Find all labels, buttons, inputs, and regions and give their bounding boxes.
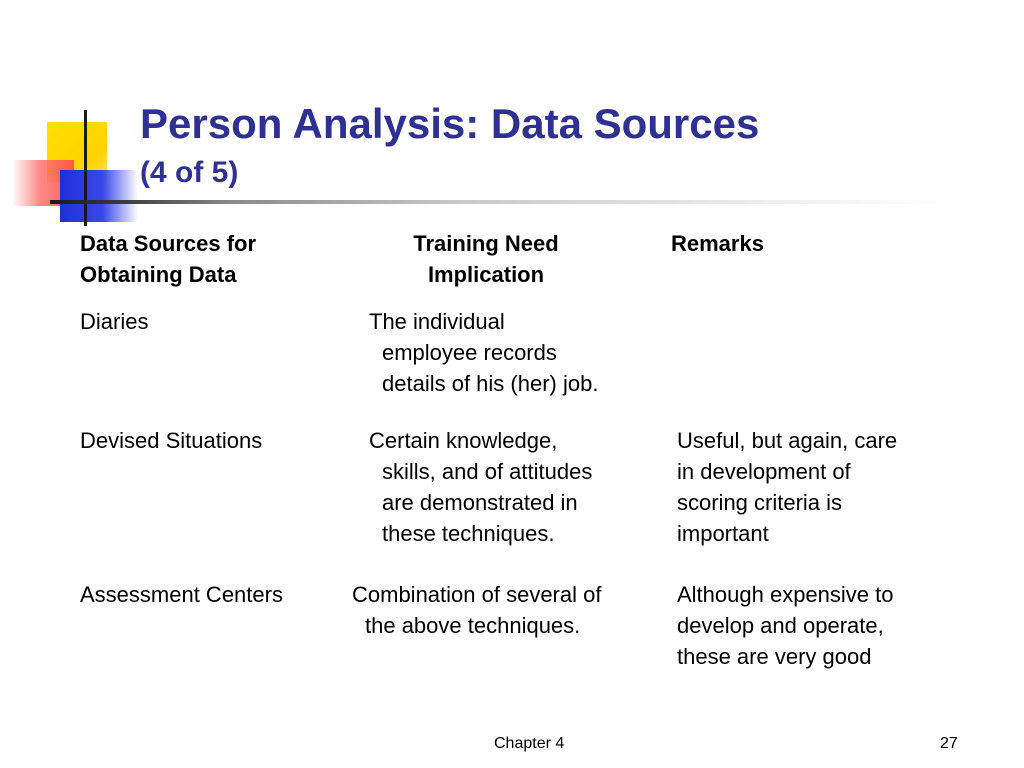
row-2-implication-line-2: skills, and of attitudes [382,459,593,484]
row-3-remarks-line-3: these are very good [677,644,872,669]
title-underline [50,200,950,204]
row-2-remarks-line-4: important [677,521,769,546]
row-3-remarks-line-2: develop and operate, [677,613,884,638]
row-1-source-line-1: Diaries [80,309,149,334]
row-2-implication-line-1: Certain knowledge, [369,428,558,453]
header-data-sources-line-1: Data Sources for [80,231,257,256]
row-3-implication-line-1: Combination of several of [352,582,602,607]
row-2-remarks-line-3: scoring criteria is [677,490,843,515]
header-remarks-line-1: Remarks [671,231,764,256]
row-2-implication-line-3: are demonstrated in [382,490,578,515]
slide-subtitle: (4 of 5) [140,156,239,189]
row-2-source-line-1: Devised Situations [80,428,263,453]
row-2-source [80,425,262,456]
row-2-implication [369,425,592,549]
row-2-remarks-line-1: Useful, but again, care [677,428,898,453]
header-remarks [671,228,764,259]
row-3-source-line-1: Assessment Centers [80,582,283,607]
row-2-remarks [677,425,897,549]
row-2-remarks-line-2: in development of [677,459,851,484]
slide-title: Person Analysis: Data Sources [140,100,760,147]
header-data-sources-line-2: Obtaining Data [80,262,237,287]
row-3-source [80,579,283,610]
row-3-implication [352,579,601,641]
footer-chapter: Chapter 4 [494,735,565,752]
row-2-implication-line-4: these techniques. [382,521,555,546]
header-training-need-line-2: Implication [427,262,545,287]
header-training-need-line-1: Training Need [413,231,559,256]
row-1-implication-line-1: The individual [369,309,505,334]
header-training-need [386,228,586,290]
header-data-sources [80,228,256,290]
row-1-implication [369,306,598,399]
row-3-implication-line-2: the above techniques. [365,613,581,638]
row-1-implication-line-2: employee records [382,340,557,365]
decorative-vertical-line [84,110,87,226]
footer-page-number: 27 [940,735,958,752]
row-1-source [80,306,148,337]
row-1-implication-line-3: details of his (her) job. [382,371,599,396]
row-3-remarks-line-1: Although expensive to [677,582,894,607]
row-3-remarks [677,579,894,672]
decorative-blue-square [60,170,138,222]
